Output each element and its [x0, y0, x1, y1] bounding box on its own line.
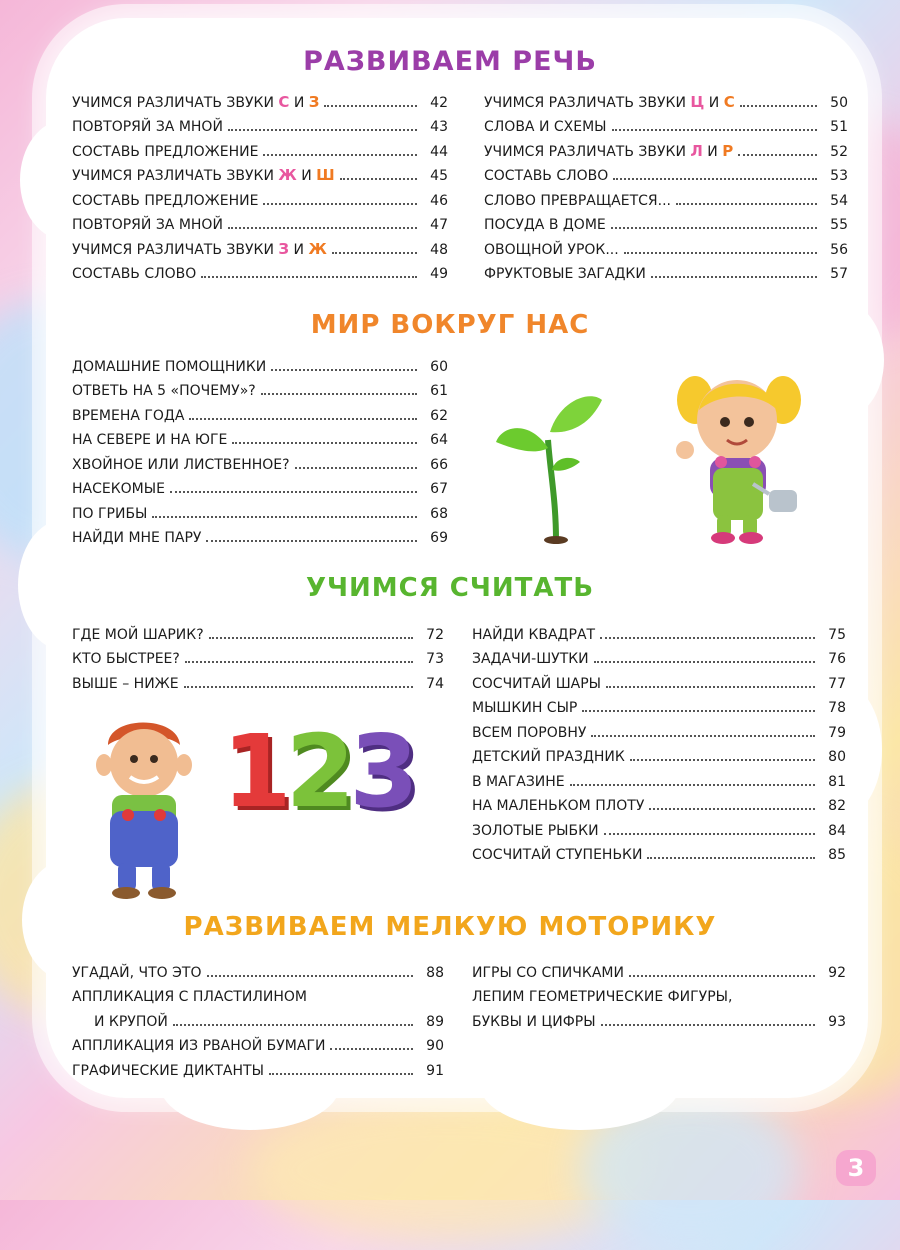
- sound-letter-orange: Р: [722, 141, 734, 160]
- sound-letter-pink: С: [278, 92, 290, 111]
- toc-entry-title: СОСТАВЬ ПРЕДЛОЖЕНИЕ: [72, 192, 259, 209]
- toc-entry-title: НАЙДИ МНЕ ПАРУ: [72, 530, 202, 546]
- toc-page-number: 93: [828, 1013, 846, 1030]
- toc-page-number: 74: [426, 675, 444, 692]
- toc-page-number: 47: [430, 217, 448, 233]
- toc-page-number: 52: [830, 143, 848, 160]
- sound-letter-orange: С: [723, 92, 735, 111]
- toc-entry-title: СОСТАВЬ СЛОВО: [484, 168, 609, 184]
- toc-column-speech-left: [72, 86, 448, 282]
- dot-leader: [738, 154, 817, 156]
- dot-leader: [263, 203, 417, 205]
- toc-page-number: 84: [828, 822, 846, 839]
- dot-leader: [606, 686, 815, 688]
- toc-entry-conjunction: И: [702, 143, 723, 160]
- toc-entry: [72, 448, 448, 473]
- toc-entry-text: УЧИМСЯ РАЗЛИЧАТЬ ЗВУКИ: [72, 168, 279, 184]
- toc-entry-title: ДОМАШНИЕ ПОМОЩНИКИ: [72, 358, 267, 375]
- toc-entry-title: МЫШКИН СЫР: [472, 700, 578, 716]
- dot-leader: [206, 540, 417, 542]
- toc-entry: [472, 814, 846, 839]
- dot-leader: [594, 661, 815, 663]
- toc-entry-title: НАСЕКОМЫЕ: [72, 481, 165, 497]
- toc-page-number: 57: [830, 266, 848, 282]
- dot-leader: [295, 467, 417, 469]
- toc-page-number: 91: [426, 1062, 444, 1079]
- toc-entry-title: СЛОВО ПРЕВРАЩАЕТСЯ...: [484, 192, 671, 209]
- dot-leader: [330, 1048, 413, 1050]
- dot-leader: [591, 735, 815, 737]
- section-title-speech: РАЗВИВАЕМ РЕЧЬ: [303, 46, 597, 77]
- dot-leader: [630, 759, 815, 761]
- toc-entry: [72, 473, 448, 498]
- toc-page-number: 92: [828, 964, 846, 981]
- toc-page-number: 78: [828, 700, 846, 716]
- dot-leader: [261, 393, 417, 395]
- toc-entry-title: ХВОЙНОЕ ИЛИ ЛИСТВЕННОЕ?: [72, 456, 290, 473]
- numbers-123-illustration: [222, 712, 413, 830]
- girl-character-illustration: [665, 370, 815, 545]
- toc-entry-title: ГРАФИЧЕСКИЕ ДИКТАНТЫ: [72, 1062, 264, 1079]
- dot-leader: [570, 784, 815, 786]
- toc-page-number: 88: [426, 964, 444, 981]
- toc-page-number: 44: [430, 143, 448, 160]
- toc-page-number: 55: [830, 217, 848, 233]
- toc-entry: [484, 160, 848, 185]
- toc-entry-title: ВСЕМ ПОРОВНУ: [472, 724, 587, 741]
- dot-leader: [228, 129, 417, 131]
- toc-entry-title: ОВОЩНОЙ УРОК...: [484, 241, 619, 258]
- sound-letter-orange: Ж: [308, 239, 327, 258]
- toc-entry: [72, 1030, 444, 1055]
- toc-entry: [72, 160, 448, 185]
- toc-entry-text: УЧИМСЯ РАЗЛИЧАТЬ ЗВУКИ: [72, 94, 279, 111]
- sound-letter-orange: З: [308, 92, 320, 111]
- toc-page-number: 77: [828, 675, 846, 692]
- toc-entry: [472, 790, 846, 815]
- toc-entry-title: [72, 166, 335, 184]
- dot-leader: [189, 418, 417, 420]
- toc-entry-title: ЗОЛОТЫЕ РЫБКИ: [472, 822, 599, 839]
- section-title-count: УЧИМСЯ СЧИТАТЬ: [305, 573, 595, 603]
- dot-leader: [611, 227, 817, 229]
- toc-entry: [72, 375, 448, 400]
- toc-entry: [472, 741, 846, 766]
- toc-page-number: 49: [430, 266, 448, 282]
- toc-entry: [484, 209, 848, 234]
- toc-entry: [472, 643, 846, 668]
- toc-page-number: 72: [426, 626, 444, 643]
- toc-entry-title: И КРУПОЙ: [94, 1013, 168, 1030]
- numeral-one: 1: [222, 713, 286, 830]
- toc-entry: [72, 667, 444, 692]
- toc-page-number: 73: [426, 651, 444, 667]
- dot-leader: [647, 857, 815, 859]
- toc-page-number: 42: [430, 94, 448, 111]
- toc-entry: [72, 1005, 444, 1030]
- toc-entry: [472, 956, 846, 981]
- toc-entry: [72, 111, 448, 136]
- toc-entry: [472, 765, 846, 790]
- toc-page-number: 50: [830, 94, 848, 111]
- sprout-illustration: [490, 370, 610, 545]
- toc-entry-title: [72, 93, 319, 111]
- toc-page-number: 68: [430, 505, 448, 522]
- toc-entry-title: СОСТАВЬ ПРЕДЛОЖЕНИЕ: [72, 143, 259, 160]
- toc-entry-title: ЛЕПИМ ГЕОМЕТРИЧЕСКИЕ ФИГУРЫ,: [472, 989, 733, 1005]
- toc-entry-title: АППЛИКАЦИЯ ИЗ РВАНОЙ БУМАГИ: [72, 1038, 326, 1054]
- toc-page-number: 51: [830, 119, 848, 135]
- toc-column-motor-right: [472, 956, 846, 1030]
- toc-entry-title: [484, 142, 733, 160]
- toc-entry: [472, 981, 846, 1006]
- dot-leader: [604, 833, 815, 835]
- numeral-two: 2: [285, 713, 350, 830]
- dot-leader: [612, 129, 817, 131]
- toc-entry-conjunction: И: [704, 94, 724, 111]
- toc-page-number: 79: [828, 724, 846, 741]
- dot-leader: [324, 105, 417, 107]
- toc-entry-title: ПОСУДА В ДОМЕ: [484, 217, 606, 233]
- dot-leader: [207, 975, 414, 977]
- toc-entry-text: УЧИМСЯ РАЗЛИЧАТЬ ЗВУКИ: [484, 143, 691, 160]
- toc-entry-title: КТО БЫСТРЕЕ?: [72, 651, 180, 667]
- toc-page-number: 75: [828, 626, 846, 643]
- toc-page-number: 81: [828, 773, 846, 790]
- toc-entry: [472, 839, 846, 864]
- toc-entry: [484, 258, 848, 283]
- dot-leader: [624, 252, 817, 254]
- toc-entry: [72, 618, 444, 643]
- toc-entry-title: СОСЧИТАЙ СТУПЕНЬКИ: [472, 847, 643, 863]
- toc-entry-title: [72, 240, 327, 258]
- toc-entry: [472, 618, 846, 643]
- toc-entry-title: ПОВТОРЯЙ ЗА МНОЙ: [72, 217, 223, 233]
- toc-entry: [484, 184, 848, 209]
- toc-page-number: 90: [426, 1038, 444, 1054]
- toc-page-number: 64: [430, 432, 448, 448]
- dot-leader: [170, 491, 417, 493]
- toc-entry-title: ЗАДАЧИ-ШУТКИ: [472, 651, 589, 667]
- toc-entry: [72, 981, 444, 1006]
- toc-page-number: 61: [430, 383, 448, 399]
- toc-entry: [72, 350, 448, 375]
- toc-entry: [484, 111, 848, 136]
- toc-entry-title: ИГРЫ СО СПИЧКАМИ: [472, 964, 624, 981]
- toc-page-number: 89: [426, 1013, 444, 1030]
- toc-column-count-left: [72, 618, 444, 692]
- sound-letter-orange: Ш: [316, 166, 335, 184]
- toc-page-number: 82: [828, 798, 846, 814]
- toc-entry-title: СОСЧИТАЙ ШАРЫ: [472, 675, 602, 692]
- toc-entry-title: СЛОВА И СХЕМЫ: [484, 119, 607, 135]
- toc-entry: [72, 424, 448, 449]
- toc-page-number: 67: [430, 481, 448, 497]
- toc-entry-title: [484, 93, 735, 111]
- toc-entry-text: УЧИМСЯ РАЗЛИЧАТЬ ЗВУКИ: [72, 241, 279, 258]
- toc-entry: [472, 692, 846, 717]
- toc-entry-conjunction: И: [289, 94, 309, 111]
- dot-leader: [152, 516, 417, 518]
- toc-page-number: 85: [828, 847, 846, 863]
- section-title-motor: РАЗВИВАЕМ МЕЛКУЮ МОТОРИКУ: [183, 912, 717, 942]
- toc-page-number: 76: [828, 651, 846, 667]
- sound-letter-pink: Л: [690, 141, 703, 160]
- toc-page-number: 45: [430, 168, 448, 184]
- dot-leader: [340, 178, 417, 180]
- numeral-three: 3: [349, 713, 413, 830]
- toc-entry: [72, 209, 448, 234]
- sound-letter-pink: Ц: [690, 92, 705, 111]
- dot-leader: [649, 808, 815, 810]
- toc-entry-text: УЧИМСЯ РАЗЛИЧАТЬ ЗВУКИ: [484, 94, 691, 111]
- toc-entry: [72, 86, 448, 111]
- toc-entry-title: БУКВЫ И ЦИФРЫ: [472, 1013, 596, 1030]
- dot-leader: [629, 975, 815, 977]
- dot-leader: [228, 227, 417, 229]
- dot-leader: [271, 369, 417, 371]
- toc-entry: [72, 1054, 444, 1079]
- toc-page-number: 56: [830, 241, 848, 258]
- dot-leader: [209, 637, 413, 639]
- toc-entry-title: АППЛИКАЦИЯ С ПЛАСТИЛИНОМ: [72, 989, 307, 1005]
- toc-entry-title: ПОВТОРЯЙ ЗА МНОЙ: [72, 119, 223, 135]
- toc-entry: [72, 184, 448, 209]
- sound-letter-pink: З: [278, 239, 290, 258]
- toc-column-count-right: [472, 618, 846, 863]
- toc-entry-title: ВРЕМЕНА ГОДА: [72, 407, 185, 424]
- dot-leader: [582, 710, 815, 712]
- toc-entry: [72, 643, 444, 668]
- toc-entry: [472, 667, 846, 692]
- dot-leader: [263, 154, 417, 156]
- toc-page-number: 62: [430, 407, 448, 424]
- toc-entry-title: ОТВЕТЬ НА 5 «ПОЧЕМУ»?: [72, 383, 256, 399]
- toc-entry: [72, 258, 448, 283]
- toc-entry: [484, 86, 848, 111]
- section-title-world: МИР ВОКРУГ НАС: [310, 310, 590, 340]
- dot-leader: [269, 1073, 413, 1075]
- toc-entry-title: НА МАЛЕНЬКОМ ПЛОТУ: [472, 798, 645, 814]
- toc-entry: [72, 497, 448, 522]
- dot-leader: [601, 1024, 815, 1026]
- dot-leader: [201, 276, 417, 278]
- boy-character-illustration: [88, 715, 198, 900]
- dot-leader: [184, 686, 413, 688]
- toc-page-number: 60: [430, 358, 448, 375]
- toc-page-number: 69: [430, 530, 448, 546]
- toc-entry-title: ФРУКТОВЫЕ ЗАГАДКИ: [484, 266, 646, 282]
- dot-leader: [651, 276, 817, 278]
- dot-leader: [740, 105, 817, 107]
- toc-entry-conjunction: И: [289, 241, 309, 258]
- dot-leader: [173, 1024, 413, 1026]
- toc-entry: [72, 233, 448, 258]
- sound-letter-pink: Ж: [278, 166, 297, 184]
- toc-page-number: 48: [430, 241, 448, 258]
- toc-entry-title: ВЫШЕ – НИЖЕ: [72, 675, 179, 692]
- toc-page-number: 66: [430, 456, 448, 473]
- toc-page-number: 54: [830, 192, 848, 209]
- toc-entry: [472, 716, 846, 741]
- toc-entry-title: СОСТАВЬ СЛОВО: [72, 266, 197, 282]
- dot-leader: [185, 661, 413, 663]
- toc-entry: [72, 399, 448, 424]
- dot-leader: [600, 637, 815, 639]
- toc-entry-title: ГДЕ МОЙ ШАРИК?: [72, 626, 204, 643]
- toc-entry: [72, 522, 448, 547]
- toc-entry: [472, 1005, 846, 1030]
- toc-column-speech-right: [484, 86, 848, 282]
- toc-entry-title: ДЕТСКИЙ ПРАЗДНИК: [472, 749, 625, 765]
- toc-entry-title: ПО ГРИБЫ: [72, 505, 148, 522]
- dot-leader: [332, 252, 417, 254]
- toc-column-world-left: [72, 350, 448, 546]
- toc-entry-title: УГАДАЙ, ЧТО ЭТО: [72, 964, 202, 981]
- toc-page-number: 43: [430, 119, 448, 135]
- toc-entry-conjunction: И: [296, 168, 317, 184]
- toc-entry: [72, 956, 444, 981]
- toc-page-number: 80: [828, 749, 846, 765]
- page-number-badge: 3: [836, 1150, 876, 1186]
- toc-page-number: 53: [830, 168, 848, 184]
- toc-entry: [72, 135, 448, 160]
- toc-entry: [484, 233, 848, 258]
- toc-page-number: 46: [430, 192, 448, 209]
- toc-column-motor-left: [72, 956, 444, 1079]
- toc-entry-title: В МАГАЗИНЕ: [472, 773, 565, 790]
- dot-leader: [232, 442, 417, 444]
- toc-entry-title: НА СЕВЕРЕ И НА ЮГЕ: [72, 432, 228, 448]
- toc-entry-title: НАЙДИ КВАДРАТ: [472, 626, 596, 643]
- toc-entry: [484, 135, 848, 160]
- dot-leader: [613, 178, 817, 180]
- dot-leader: [676, 203, 817, 205]
